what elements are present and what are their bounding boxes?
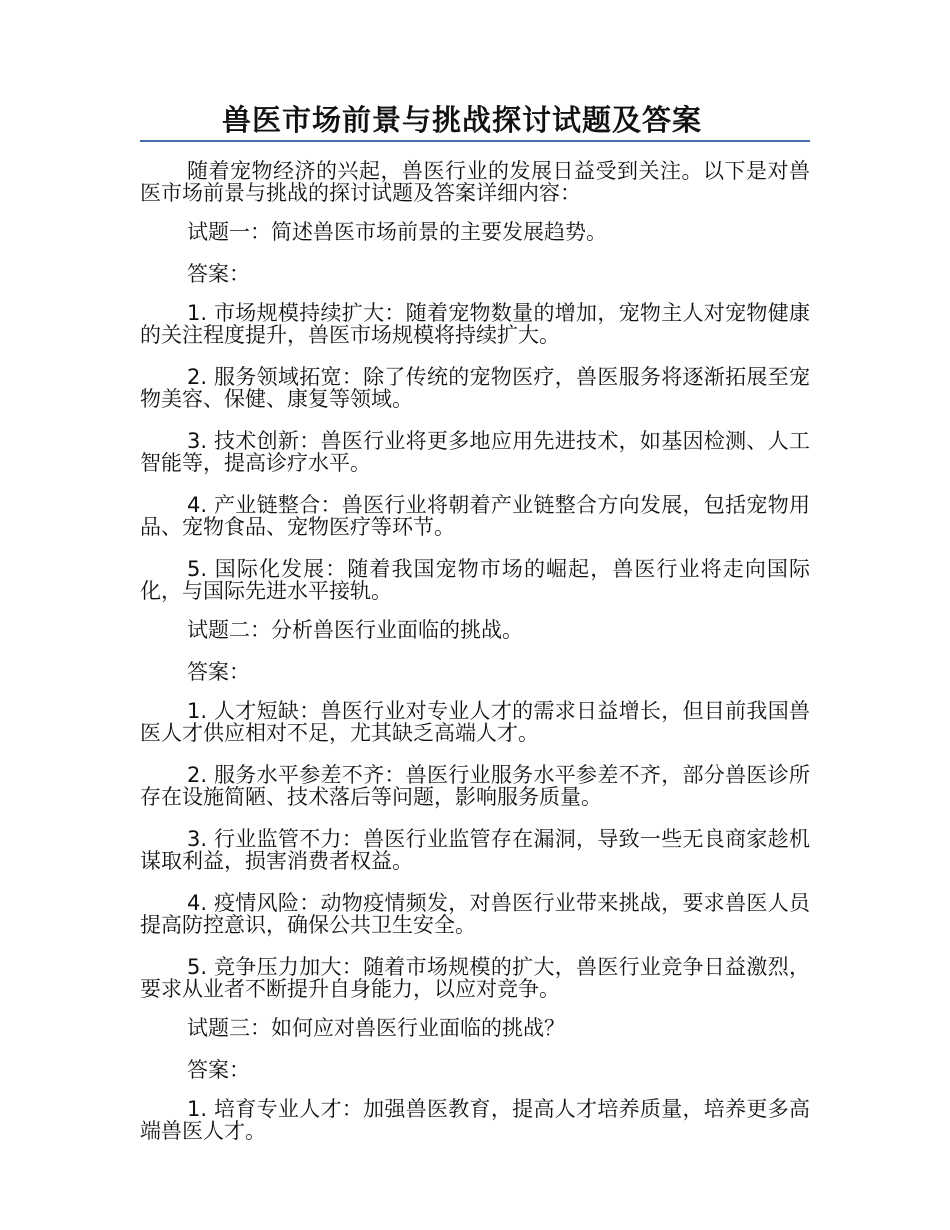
answer-item: 3. 技术创新：兽医行业将更多地应用先进技术，如基因检测、人工智能等，提高诊疗水平。 [140,429,810,475]
question-heading: 试题二：分析兽医行业面临的挑战。 [187,618,523,642]
answer-label: 答案： [187,660,250,684]
answer-item: 2. 服务水平参差不齐：兽医行业服务水平参差不齐，部分兽医诊所存在设施简陋、技术落后等问题，影响服务质量。 [140,763,810,809]
title-block [140,100,810,142]
answer-item: 1. 培育专业人才：加强兽医教育，提高人才培养质量，培养更多高端兽医人才。 [140,1097,810,1143]
answer-item: 3. 行业监管不力：兽医行业监管存在漏洞，导致一些无良商家趁机谋取利益，损害消费者权益。 [140,827,810,873]
document-body [140,160,810,1142]
answer-label: 答案： [187,1058,250,1082]
answer-item: 1. 人才短缺：兽医行业对专业人才的需求日益增长，但目前我国兽医人才供应相对不足，尤其缺乏高端人才。 [140,699,810,745]
answer-label: 答案： [187,262,250,286]
question-heading: 试题一：简述兽医市场前景的主要发展趋势。 [187,220,607,244]
answer-item: 2. 服务领域拓宽：除了传统的宠物医疗，兽医服务将逐渐拓展至宠物美容、保健、康复等领域。 [140,365,810,411]
answer-item: 4. 产业链整合：兽医行业将朝着产业链整合方向发展，包括宠物用品、宠物食品、宠物医疗等环节。 [140,493,810,539]
question-heading: 试题三：如何应对兽医行业面临的挑战？ [187,1016,565,1040]
page-title: 兽医市场前景与挑战探讨试题及答案 [222,103,703,137]
answer-item: 4. 疫情风险：动物疫情频发，对兽医行业带来挑战，要求兽医人员提高防控意识，确保公共卫生安全。 [140,891,810,937]
answer-item: 5. 竞争压力加大：随着市场规模的扩大，兽医行业竞争日益激烈，要求从业者不断提升自身能力，以应对竞争。 [140,955,810,1001]
answer-item: 5. 国际化发展：随着我国宠物市场的崛起，兽医行业将走向国际化，与国际先进水平接轨。 [140,557,810,603]
intro-paragraph: 随着宠物经济的兴起，兽医行业的发展日益受到关注。以下是对兽医市场前景与挑战的探讨试题及答案详细内容： [140,159,810,205]
answer-item: 1. 市场规模持续扩大：随着宠物数量的增加，宠物主人对宠物健康的关注程度提升，兽医市场规模将持续扩大。 [140,301,810,347]
